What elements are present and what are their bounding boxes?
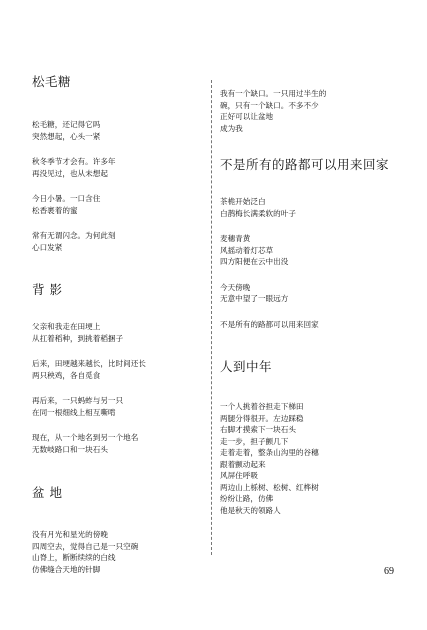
poem-title: 背 影 <box>32 282 63 297</box>
right-column <box>220 70 400 516</box>
stanza <box>220 233 400 268</box>
poem-line: 松香裹着的蜜 <box>32 205 78 215</box>
poem-line: 碗，只有一个缺口。不多不少 <box>220 100 319 110</box>
poem-line: 一个人挑着谷担走下梯田 <box>220 402 304 411</box>
stanza <box>220 282 400 305</box>
page-number: 69 <box>384 566 394 577</box>
poem-line: 茶桅开始泛白 <box>220 197 266 206</box>
poem-line: 突然想起，心头一紧 <box>32 131 101 141</box>
poem-line: 松毛糖，还记得它吗 <box>32 120 101 129</box>
stanza <box>32 119 212 142</box>
poem-line: 没有月光和星光的傍晚 <box>32 530 108 539</box>
poem-line: 走一步，担子颤几下 <box>220 436 289 446</box>
poem-line: 心口发紧 <box>32 242 63 252</box>
poem-line: 右脚才摸索下一块石头 <box>220 425 296 434</box>
poem-line: 今天傍晚 <box>220 282 251 292</box>
poem-line: 白鹊梅长满柔软的叶子 <box>220 208 296 218</box>
stanza <box>220 196 400 219</box>
left-column <box>32 70 212 575</box>
poem-line: 跟着颤动起来 <box>220 459 266 469</box>
stanza <box>32 395 212 418</box>
poem-line: 两只秧鸡，各自觅食 <box>32 370 101 380</box>
poem-line: 今日小暑。一口含住 <box>32 194 101 203</box>
poem-line: 他是秋天的领路人 <box>220 505 281 515</box>
poem-line: 风摇动着灯芯草 <box>220 245 274 255</box>
stanza <box>32 230 212 253</box>
poem-line: 麦穗青黄 <box>220 234 251 243</box>
poem-line: 不是所有的路都可以用来回家 <box>220 319 319 329</box>
poem-title: 松毛糖 <box>32 74 72 89</box>
poem-line: 常有无谓闪念。为何此刻 <box>32 231 116 240</box>
stanza <box>32 193 212 216</box>
poem-line: 秋冬季节才会有。许多年 <box>32 157 116 166</box>
poem-line: 走着走着，整条山沟里的谷穗 <box>220 448 319 457</box>
poem-line: 四方阳便在云中出没 <box>220 257 289 266</box>
stanza <box>32 156 212 179</box>
stanza <box>32 358 212 381</box>
poem-line: 从扛着稻种，到挑着稻捆子 <box>32 333 124 343</box>
stanza <box>220 401 400 516</box>
poem-line: 再后来，一只蚂蚱与另一只 <box>32 396 124 405</box>
poem-line: 两腿分得很开。左边踩稳 <box>220 413 304 423</box>
column-divider <box>211 80 212 555</box>
poem-title: 不是所有的路都可以用来回家 <box>220 157 390 172</box>
poem-line: 无意中望了一眼远方 <box>220 294 289 303</box>
poem-line: 风屏住呼吸 <box>220 471 258 480</box>
stanza <box>32 432 212 455</box>
stanza <box>220 88 400 134</box>
poem-line: 成为我 <box>220 123 243 133</box>
poem-line: 再没见过，也从未想起 <box>32 168 108 178</box>
poem-line: 正好可以让盆地 <box>220 112 274 121</box>
poem-title: 人到中年 <box>220 359 273 374</box>
poem-line: 现在，从一个地名到另一个地名 <box>32 433 139 442</box>
poem-line: 后来，田埂越来越长，比时间还长 <box>32 359 146 368</box>
poem-line: 仿佛缝合天地的针脚 <box>32 564 101 574</box>
poem-line: 无数岐路口和一块石头 <box>32 444 108 454</box>
stanza <box>32 529 212 575</box>
stanza <box>220 319 400 331</box>
poem-line: 纷纷让路，仿佛 <box>220 494 274 503</box>
poem-line: 父亲和我走在田埂上 <box>32 322 101 331</box>
poem-title: 盆 地 <box>32 485 63 500</box>
poem-line: 四周空去，觉得自己是一只空碗 <box>32 541 139 551</box>
poem-line: 山脊上，断断续续的白线 <box>32 553 116 562</box>
poem-line: 两边山上栎树、松树、红桦树 <box>220 482 319 492</box>
stanza <box>32 321 212 344</box>
poem-line: 我有一个缺口。一只用过半生的 <box>220 89 327 98</box>
poem-line: 在同一根细线上相互嘶啃 <box>32 407 116 417</box>
